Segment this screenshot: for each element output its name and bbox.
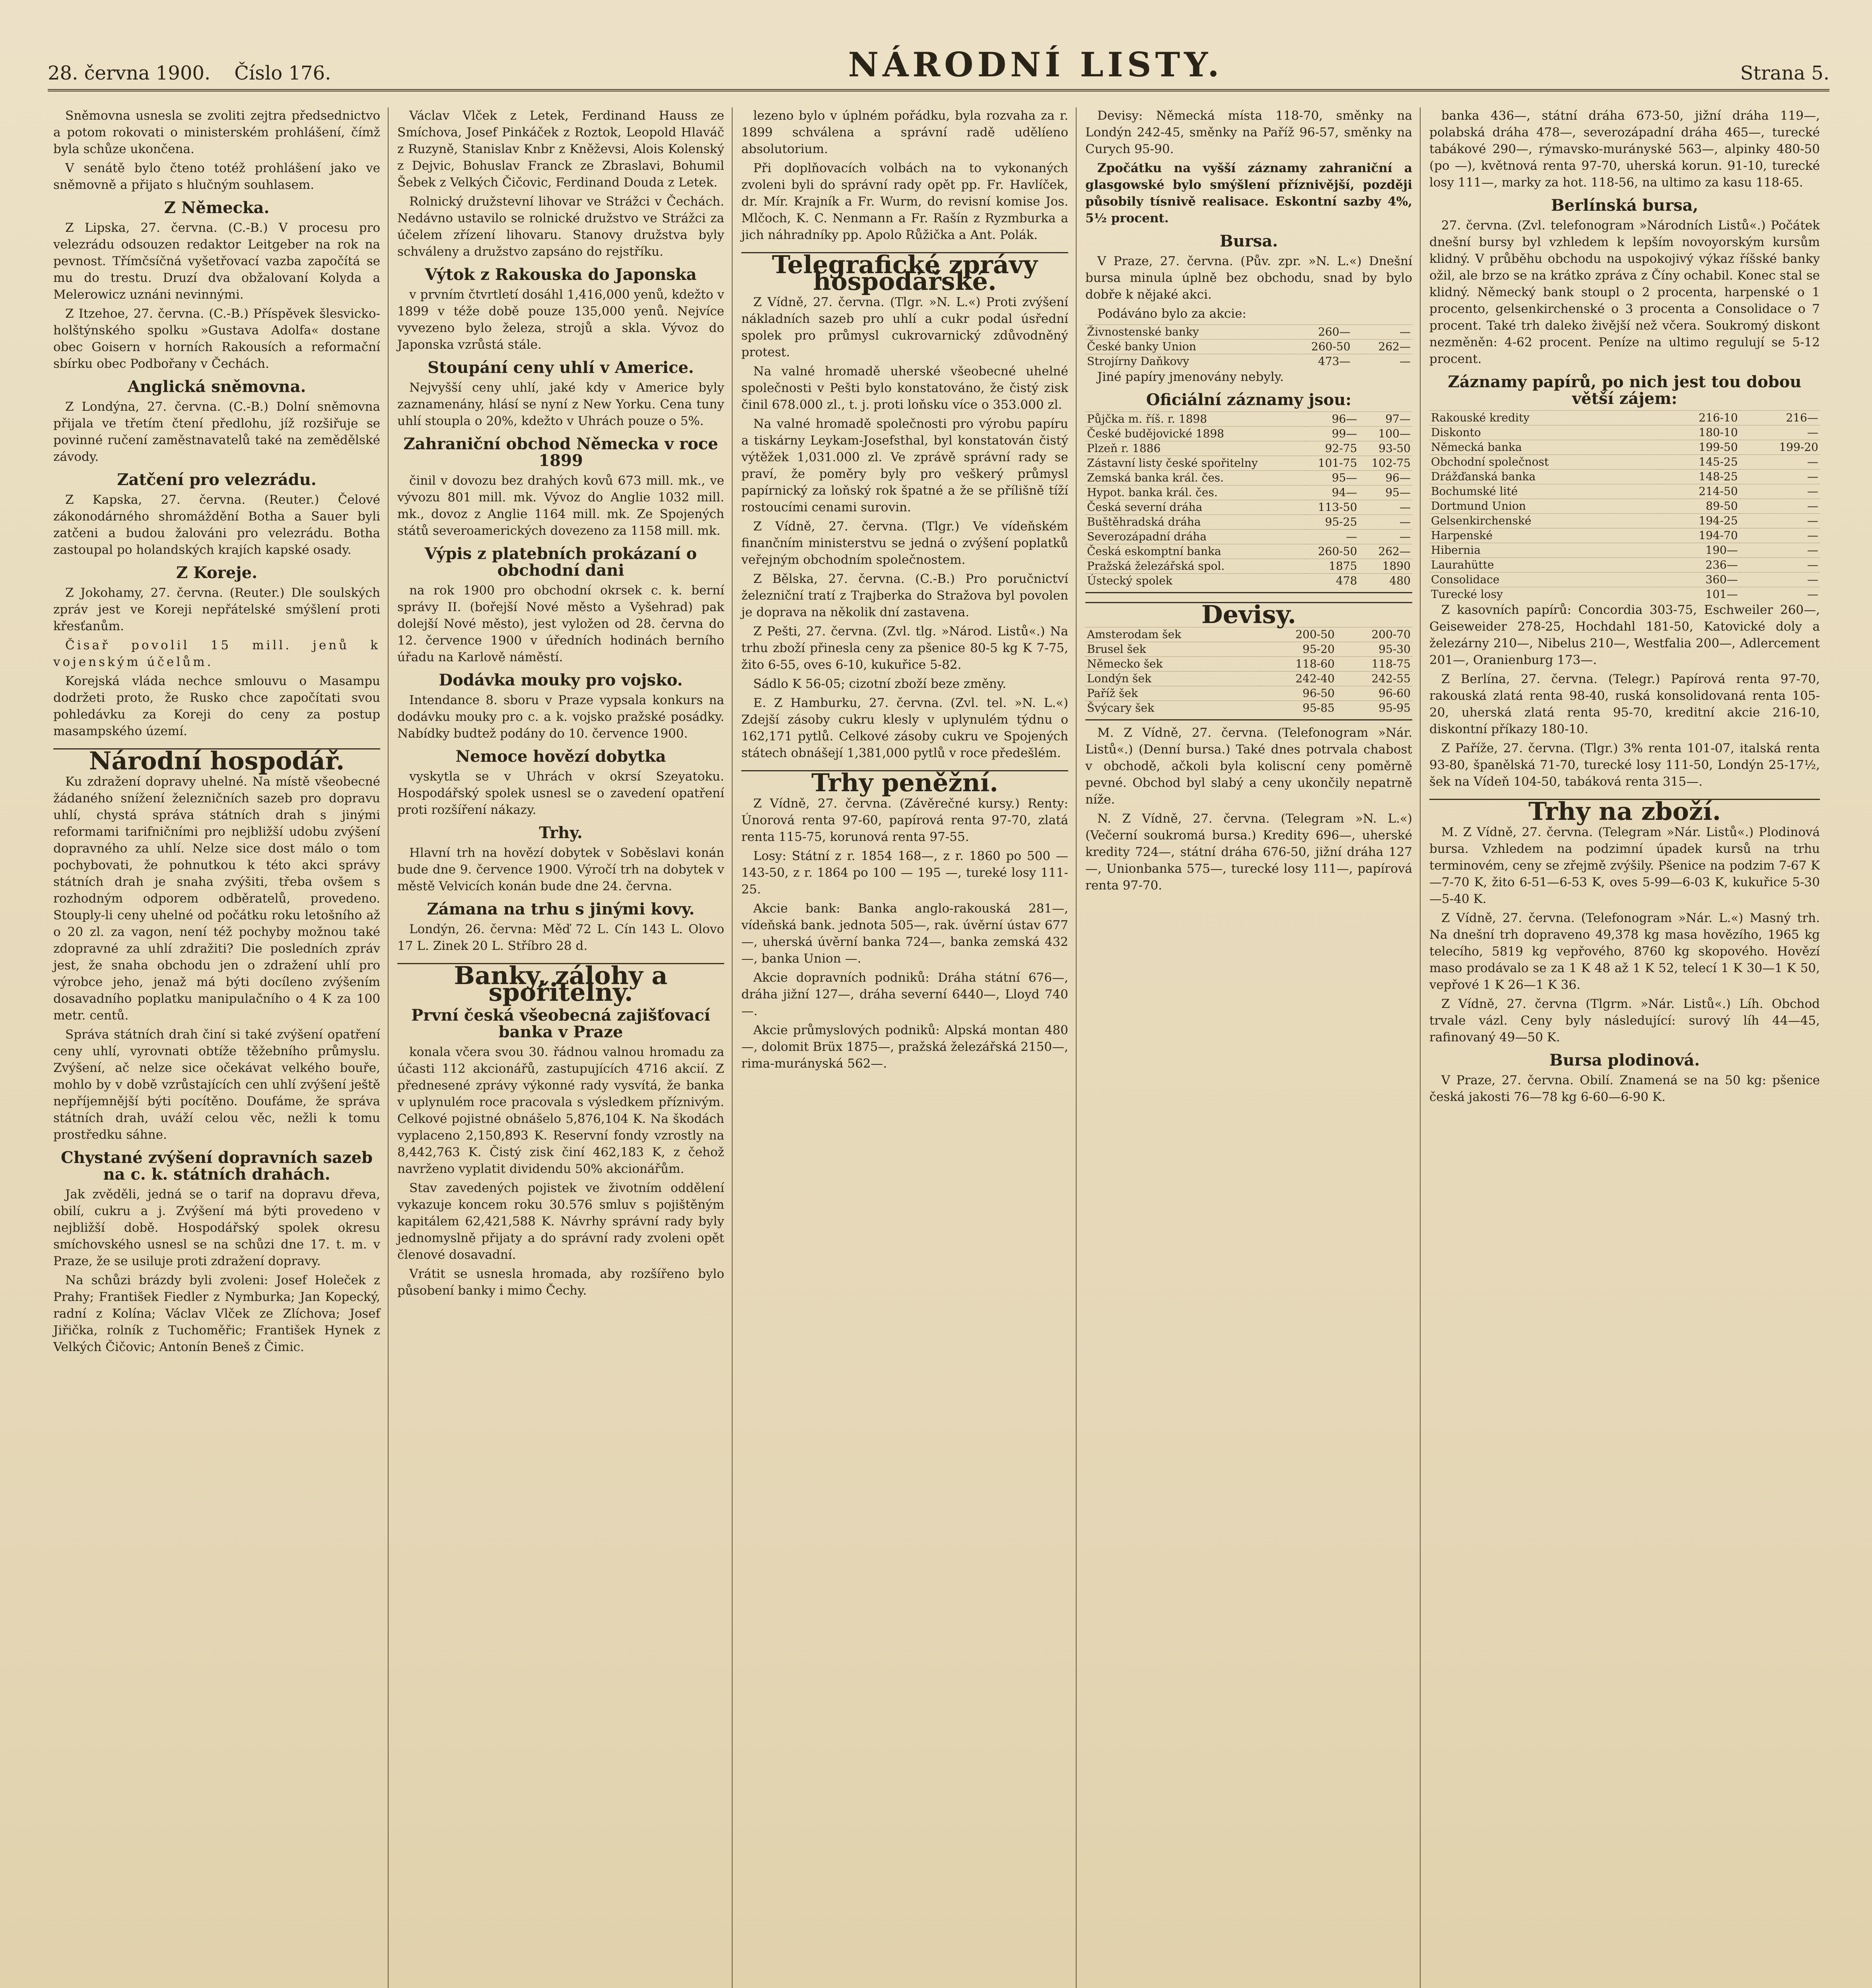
- article-text: Z Lipska, 27. června. (C.-B.) V procesu pro velezrádu odsouzen redaktor Leitgeber na rok na pevnost. Třímčsíčná vyšetřovací vazba započítá se mu do trestu. Druzí dva obžalovaní Kolyda a Melerowicz uznáni nevinnými.: [53, 221, 380, 302]
- rate-ask: —: [1352, 354, 1412, 369]
- column-4: [1080, 107, 1418, 1988]
- rate-ask: 200-70: [1336, 627, 1412, 642]
- rate-bid: 145-25: [1659, 455, 1739, 470]
- article-text: Z Vídně, 27. června. (Tlgr.) Ve vídeňském finančním ministerstvu se jedná o zvýšení poplatků veřejným obchodním společnostem.: [741, 519, 1068, 567]
- rate-ask: 262—: [1359, 544, 1412, 559]
- rate-name: Zástavní listy české spořitelny: [1085, 456, 1305, 471]
- article-text: Z Pešti, 27. června. (Zvl. tlg. »Národ. Listů«.) Na trhu zboží přinesla ceny za pšenice 80-5 kg K 7-75, žito 6-55, oves 6-10, kukuřice 5-82.: [741, 624, 1068, 672]
- article-text: Z Paříže, 27. června. (Tlgr.) 3% renta 101-07, italská renta 93-80, španělská 71-70, turecké losy 111-50, Londýn 25-17½, šek na Vídeň 104-50, tabáková renta 315—.: [1429, 741, 1820, 789]
- section-heading: Bursa plodinová.: [1549, 1051, 1700, 1070]
- article-text: Ku zdražení dopravy uhelné. Na místě všeobecné žádaného snížení železničních sazeb pro dopravu uhlí, chystá správa státních drah s jinými reformami tarifničními pro nejbližší udobu zvýšení dopravného za uhlí. Nelze sice dost málo o tom pochybovati, že pohnutkou k této akci správy státních drah je snaha zvýšiti, třeba ovšem s rozhodným odporem odběratelů, provedeno. Stouply-li ceny uhelné od počátku roku letošního až o 20 zl. za vagon, není též pochyby možnou také zdopravné za uhlí zdražiti? Die posledních zpráv jest, že snaha obchodu jen o zdražení uhlí pro výrobce jeho, jenaž má býti docíleno zvýšením dosavadního poplatku manipulačního o 4 K za 100 metr. centů.: [53, 775, 380, 1023]
- article-text: Sádlo K 56-05; cizotní zboží beze změny.: [753, 677, 1007, 691]
- article-text: Z Vídně, 27. června. (Závěrečné kursy.) Renty: Únorová renta 97-60, papírová renta 97-70, zlatá renta 115-75, korunová renta 97-55.: [741, 796, 1068, 844]
- article-text: Na valné hromadě uherské všeobecné uhelné společnosti v Pešti bylo konstatováno, že čistý zisk činil 678.000 zl., t. j. proti loňsku více o 353.000 zl.: [741, 364, 1068, 412]
- rate-row: [1429, 499, 1820, 514]
- article-text: Václav Vlček z Letek, Ferdinand Hauss ze Smíchova, Josef Pinkáček z Roztok, Leopold Hlaváč z Ruzyně, Stanislav Knbr z Kněževsi, Alois Kolenský z Dejvic, Bohuslav Franck ze Zbraslavi, Bohumil Šebek z Velkých Čičovic, Ferdinand Douda z Letek.: [397, 109, 724, 190]
- article-text: Na valné hromadě společnosti pro výrobu papíru a tiskárny Leykam-Josefsthal, byl konstatován čistý výtěžek 1,031.000 zl. Ve zprávě správní rady se praví, že poměry byly pro veškerý průmysl papírnický za loňský rok špatné a že se přílišně tíží rostoucími cenami surovin.: [741, 417, 1068, 514]
- article-text: M. Z Vídně, 27. června. (Telegram »Nár. Listů«.) Plodinová bursa. Vzhledem na podzimní úpadek kursů na trhu terminovém, ceny se zřejmě zvýšily. Pšenice na podzim 7-67 K—7-70 K, žito 6-51—6-53 K, oves 5-99—6-03 K, kukuřice 5-30—5-40 K.: [1429, 825, 1820, 906]
- article-text: Hlavní trh na hovězí dobytek v Soběslavi konán bude dne 9. července 1900. Výročí trh na dobytek v městě Velvicích konán bude dne 24. června.: [397, 846, 724, 893]
- section-title: Telegrafické zprávy hospodářské.: [741, 252, 1068, 290]
- divider: [1085, 592, 1412, 593]
- rate-name: Amsterodam šek: [1085, 627, 1260, 642]
- article-text: banka 436—, státní dráha 673-50, jižní dráha 119—, polabská dráha 478—, severozápadní dráha 465—, turecké tabákové 290—, rýmavsko-murányské 563—, alpinky 480-50 (po —), květnová renta 97-70, uherská korun. 91-10, turecké losy 111—, marky za hot. 118-56, na ultimo za kasu 118-65.: [1429, 109, 1820, 190]
- rate-name: Švýcary šek: [1085, 701, 1260, 716]
- section-heading: Záznamy papírů, po nich jest tou dobou větší zájem:: [1448, 373, 1802, 408]
- section-heading: Chystané zvýšení dopravních sazeb na c. k. státních drahách.: [61, 1148, 373, 1184]
- issue-date: 28. června 1900.: [48, 62, 211, 84]
- rate-name: Laurahütte: [1429, 558, 1659, 573]
- section-title: Trhy na zboží.: [1429, 799, 1820, 820]
- article-text: Z Vídně, 27. června. (Telefonogram »Nár. L.«) Masný trh. Na dnešní trh dopraveno 49,378 kg masa hovězího, 1965 kg telecího, 5819 kg vepřového, 8760 kg skopového. Hovězí maso prodávalo se za 1 K 48 až 1 K 52, telecí 1 K 30—1 K 50, vepřové 1 K 26—1 K 36.: [1429, 911, 1820, 992]
- rate-ask: —: [1740, 499, 1820, 514]
- rate-name: Strojírny Daňkovy: [1085, 354, 1280, 369]
- article-text: v prvním čtvrtletí dosáhl 1,416,000 yenů, kdežto v 1899 v téže době pouze 135,000 yenů. Nejvíce vyvezeno bylo železa, strojů a skla. Vývoz do Japonska vzrůstá stále.: [397, 287, 724, 352]
- rate-name: Londýn šek: [1085, 672, 1260, 686]
- article-text: 27. června. (Zvl. telefonogram »Národních Listů«.) Počátek dnešní bursy byl vzhledem k lepším novoyorským kursům klidný. V průběhu obchodu na uspokojivý výkaz říšské banky ožil, ale brzo se na krátko zpráva z Číny ochabil. Konec stal se klidný. Německý bank stoupl o 2 procenta, harpenské o 1 procento, gelsenkirchenské o 3 procenta a Consolidace o 7 procent. Také trh daleko živější než včera. Soukromý diskont nezměněn: 4-62 procent. Peníze na ultimo regulují se 5-12 procent.: [1429, 218, 1820, 366]
- section-heading: Z Německa.: [164, 198, 270, 217]
- section-heading: Z Koreje.: [176, 563, 258, 582]
- rate-bid: 260—: [1280, 325, 1352, 340]
- rate-name: Bochumské lité: [1429, 484, 1659, 499]
- article-text: Rolnický družstevní lihovar ve Strážci v Čechách. Nedávno ustavilo se rolnické družstvo ve Strážci za účelem zřízení lihovaru. Stanovy družstva byly schváleny a družstvo zapsáno do rejstříku.: [397, 194, 724, 259]
- rate-ask: —: [1740, 528, 1820, 543]
- article-text: Z Vídně, 27. června (Tlgrm. »Nár. Listů«.) Líh. Obchod trvale vázl. Ceny byly následující: surový líh 44—45, rafinovaný 49—50 K.: [1429, 997, 1820, 1044]
- rate-bid: 99—: [1305, 427, 1359, 441]
- rate-ask: 95-30: [1336, 642, 1412, 657]
- rate-ask: —: [1740, 587, 1820, 602]
- article-text: N. Z Vídně, 27. června. (Telegram »N. L.«) (Večerní soukromá bursa.) Kredity 696—, uherské kredity 724—, státní dráha 676-50, jižní dráha 127—, Unionbanka 575—, turecké losy 111—, papírová renta 97-70.: [1085, 812, 1412, 893]
- rate-name: Dortmund Union: [1429, 499, 1659, 514]
- column-divider: [1420, 107, 1421, 1988]
- rate-name: Hibernia: [1429, 543, 1659, 558]
- rate-ask: 262—: [1352, 340, 1412, 354]
- rate-name: Harpenské: [1429, 528, 1659, 543]
- rate-name: Turecké losy: [1429, 587, 1659, 602]
- rate-bid: 242-40: [1260, 672, 1336, 686]
- rate-bid: 473—: [1280, 354, 1352, 369]
- rate-bid: 260-50: [1280, 340, 1352, 354]
- rate-row: [1429, 528, 1820, 543]
- section-title: Devisy.: [1085, 602, 1412, 623]
- rate-ask: —: [1740, 543, 1820, 558]
- section-heading: Zámana na trhu s jinými kovy.: [427, 900, 695, 918]
- rate-ask: 1890: [1359, 559, 1412, 574]
- article-text: Losy: Státní z r. 1854 168—, z r. 1860 po 500 — 143-50, z r. 1864 po 100 — 195 —, tureké losy 111-25.: [741, 849, 1068, 897]
- rate-row: [1429, 514, 1820, 528]
- rate-row: [1429, 484, 1820, 499]
- rate-row: [1085, 642, 1412, 657]
- rate-bid: 95-20: [1260, 642, 1336, 657]
- page-header: [48, 24, 1829, 91]
- section-heading: Oficiální záznamy jsou:: [1146, 390, 1352, 409]
- page-number: Strana 5.: [1740, 62, 1829, 84]
- rate-name: Rakouské kredity: [1429, 411, 1659, 425]
- rate-bid: 236—: [1659, 558, 1739, 573]
- column-3: [736, 107, 1074, 1988]
- rate-name: Diskonto: [1429, 425, 1659, 440]
- article-text: Jak zvěděli, jedná se o tarif na dopravu dřeva, obilí, cukru a j. Zvýšení má býti provedeno v nejbližší době. Hospodářský spolek okresu smíchovského usnesl se na schůzi dne 17. t. m. v Praze, že se usiluje proti zdražení dopravy.: [53, 1187, 380, 1268]
- rate-bid: 113-50: [1305, 500, 1359, 515]
- rate-name: Buštěhradská dráha: [1085, 515, 1305, 530]
- rate-ask: 97—: [1359, 412, 1412, 427]
- devisy-table: [1085, 627, 1412, 715]
- rate-ask: 93-50: [1359, 441, 1412, 456]
- stock-rates-table: [1085, 324, 1412, 369]
- article-text: Akcie průmyslových podniků: Alpská montan 480—, dolomit Brüx 1875—, pražská železářská 2150—, rima-murányská 562—.: [741, 1023, 1068, 1071]
- article-text: Akcie dopravních podniků: Dráha státní 676—, dráha jižní 127—, dráha severní 6440—, Lloyd 740—.: [741, 971, 1068, 1018]
- rate-name: České budějovické 1898: [1085, 427, 1305, 441]
- rate-row: [1085, 657, 1412, 672]
- rate-name: Zemská banka král. čes.: [1085, 471, 1305, 485]
- rate-bid: 101—: [1659, 587, 1739, 602]
- rate-name: Plzeň r. 1886: [1085, 441, 1305, 456]
- article-text: Na schůzi brázdy byli zvoleni: Josef Holeček z Prahy; František Fiedler z Nymburka; Jan Kopecký, radní z Kolína; Václav Vlček ze Zlíchova; Josef Jiřička, rolník z Tuchoměřic; František Hynek z Velkých Čičovic; Antonín Beneš z Čimic.: [53, 1273, 380, 1354]
- rate-ask: —: [1740, 514, 1820, 528]
- rate-row: [1429, 587, 1820, 602]
- official-rates-table: [1085, 412, 1412, 588]
- section-heading: Zahraniční obchod Německa v roce 1899: [403, 435, 718, 470]
- rate-bid: 200-50: [1260, 627, 1336, 642]
- rate-row: [1429, 470, 1820, 484]
- rate-row: [1085, 354, 1412, 369]
- rate-name: Česká eskomptní banka: [1085, 544, 1305, 559]
- article-text: lezeno bylo v úplném pořádku, byla rozvaha za r. 1899 schválena a správní radě udělíeno absolutorium.: [741, 109, 1068, 156]
- section-heading: Dodávka mouky pro vojsko.: [439, 671, 683, 689]
- rate-name: České banky Union: [1085, 340, 1280, 354]
- article-text: konala včera svou 30. řádnou valnou hromadu za účasti 112 akcionářů, zastupujících 4716 akcií. Z přednesené zprávy výkonné rady vysvítá, že banka v uplynulém roce pracovala s výsledkem příznivým. Celkové pojistné obnášelo 5,876,104 K. Na škodách vyplaceno 2,150,893 K. Reservní fondy vzrostly na 8,442,763 K. Čistý zisk činí 462,183 K, z čehož navrženo vyplatit dividendu 50% akcionářům.: [397, 1045, 724, 1176]
- section-heading: Výtok z Rakouska do Japonska: [425, 265, 697, 284]
- rate-bid: 94—: [1305, 485, 1359, 500]
- article-text: činil v dovozu bez drahých kovů 673 mill. mk., ve vývozu 801 mill. mk. Vývoz do Anglie 1032 mill. mk., dovoz z Anglie 1164 mill. mk. Ze Spojených států severoamerických dovezeno za 1158 mill. mk.: [397, 474, 724, 538]
- rate-ask: 96—: [1359, 471, 1412, 485]
- article-text: Z Itzehoe, 27. června. (C.-B.) Příspěvek šlesvicko-holštýnského spolku »Gustava Adolfa« dostane obec Goisern v horních Rakousích a reformační sbírku obec Podbořany v Čechách.: [53, 307, 380, 371]
- rate-row: [1085, 574, 1412, 588]
- rate-ask: 216—: [1740, 411, 1820, 425]
- rate-row: [1085, 627, 1412, 642]
- rate-name: Živnostenské banky: [1085, 325, 1280, 340]
- rate-bid: 101-75: [1305, 456, 1359, 471]
- rate-name: Hypot. banka král. čes.: [1085, 485, 1305, 500]
- rate-name: Paříž šek: [1085, 686, 1260, 701]
- rate-name: Gelsenkirchenské: [1429, 514, 1659, 528]
- section-title: Trhy peněžní.: [741, 770, 1068, 791]
- section-heading: Výpis z platebních prokázaní o obchodní dani: [424, 544, 697, 580]
- section-heading: Anglická sněmovna.: [127, 377, 306, 396]
- rate-row: [1085, 559, 1412, 574]
- section-title: Banky, zálohy a spořitelny.: [397, 963, 724, 1001]
- column-5: [1424, 107, 1825, 1988]
- rate-bid: 1875: [1305, 559, 1359, 574]
- rate-bid: 148-25: [1659, 470, 1739, 484]
- rate-ask: —: [1359, 500, 1412, 515]
- divider: [1085, 719, 1412, 720]
- article-text: Z Kapska, 27. června. (Reuter.) Čelové zákonodárného shromáždění Botha a Sauer byli zatčeni a budou žalováni pro velezrádu. Botha zastoupal po holandských krajích kapské osady.: [53, 493, 380, 557]
- rate-ask: 95-95: [1336, 701, 1412, 716]
- rate-row: [1085, 412, 1412, 427]
- article-text: Jiné papíry jmenovány nebyly.: [1097, 370, 1284, 384]
- column-divider: [732, 107, 733, 1988]
- rate-name: Brusel šek: [1085, 642, 1260, 657]
- article-text: Z Berlína, 27. června. (Telegr.) Papírová renta 97-70, rakouská zlatá renta 98-40, ruská konsolidovaná renta 105-20, uherská zlatá renta 95-70, kreditní akcie 216-10, diskontní příkazy 180-10.: [1429, 672, 1820, 736]
- rate-name: Severozápadní dráha: [1085, 530, 1305, 544]
- rate-ask: 102-75: [1359, 456, 1412, 471]
- rate-row: [1429, 558, 1820, 573]
- article-text: Správa státních drah činí si také zvýšení opatření ceny uhlí, vyrovnati obtíže těžebního průmyslu. Zvýšení, ač nelze sice očekávat velkého bouře, mohlo by v době vzrůstajících cen uhlí zvýšení ještě nepříjemnější býti pocítěno. Doufáme, že správa státních drah, uváží celou věc, nežli k tomu prostředku sáhne.: [53, 1027, 380, 1142]
- rate-name: Pražská železářská spol.: [1085, 559, 1305, 574]
- rate-ask: —: [1359, 530, 1412, 544]
- rate-row: [1429, 543, 1820, 558]
- article-text: na rok 1900 pro obchodní okrsek c. k. berní správy II. (bořejší Nové město a Vyšehrad) pak dolejší Nové město), jest vyložen od 28. června do 12. července 1900 v úředních hodinách berního úřadu na Karlově náměstí.: [397, 583, 724, 664]
- rate-bid: 95-25: [1305, 515, 1359, 530]
- column-1: [48, 107, 386, 1988]
- rate-row: [1085, 471, 1412, 485]
- rate-bid: 360—: [1659, 573, 1739, 587]
- rate-ask: 118-75: [1336, 657, 1412, 672]
- rate-row: [1085, 325, 1412, 340]
- article-text: Akcie bank: Banka anglo-rakouská 281—, vídeňská bank. jednota 505—, rak. úvěrní ústav 677—, uherská úvěrní banka 724—, banka zemská 432—, banka Union —.: [741, 901, 1068, 966]
- rate-name: Německá banka: [1429, 440, 1659, 455]
- article-text: Sněmovna usnesla se zvoliti zejtra předsednictvo a potom rokovati o ministerském prohlášení, čímž byla schůze ukončena.: [53, 109, 380, 156]
- rate-ask: 242-55: [1336, 672, 1412, 686]
- issue-number: Číslo 176.: [234, 62, 331, 84]
- rate-name: Půjčka m. říš. r. 1898: [1085, 412, 1305, 427]
- article-text: V Praze, 27. června. Obilí. Znamená se na 50 kg: pšenice česká jakosti 76—78 kg 6-60—6-90 K.: [1429, 1073, 1820, 1104]
- rate-ask: 100—: [1359, 427, 1412, 441]
- section-heading: Nemoce hovězí dobytka: [455, 747, 666, 766]
- rate-ask: 96-60: [1336, 686, 1412, 701]
- rate-ask: 480: [1359, 574, 1412, 588]
- rate-bid: 89-50: [1659, 499, 1739, 514]
- rate-bid: 96-50: [1260, 686, 1336, 701]
- rate-bid: 190—: [1659, 543, 1739, 558]
- rate-name: Drážďanská banka: [1429, 470, 1659, 484]
- section-heading: Berlínská bursa,: [1551, 196, 1699, 215]
- rate-ask: —: [1740, 573, 1820, 587]
- rate-row: [1085, 701, 1412, 716]
- rate-row: [1085, 686, 1412, 701]
- rate-bid: 118-60: [1260, 657, 1336, 672]
- article-text: Z Londýna, 27. června. (C.-B.) Dolní sněmovna přijala ve třetím čtení předlohu, jíž rozšiřuje se povinné ručení zaměstnavatelů také na zemědělské závody.: [53, 400, 380, 464]
- berlin-rates-table: [1429, 410, 1820, 602]
- rate-name: Německo šek: [1085, 657, 1260, 672]
- rate-ask: —: [1740, 425, 1820, 440]
- rate-row: [1085, 672, 1412, 686]
- rate-bid: 478: [1305, 574, 1359, 588]
- article-text: Devisy: Německá místa 118-70, směnky na Londýn 242-45, směnky na Paříž 96-57, směnky na Curych 95-90.: [1085, 109, 1412, 156]
- rate-bid: 260-50: [1305, 544, 1359, 559]
- section-title: Národní hospodář.: [53, 748, 380, 769]
- rate-bid: —: [1305, 530, 1359, 544]
- rate-ask: —: [1740, 470, 1820, 484]
- rate-bid: 194-70: [1659, 528, 1739, 543]
- column-divider: [1076, 107, 1077, 1988]
- rate-bid: 96—: [1305, 412, 1359, 427]
- rate-ask: —: [1740, 484, 1820, 499]
- rate-row: [1085, 340, 1412, 354]
- article-text: Čisař povolil 15 mill. jenů k vojenským účelům.: [53, 638, 380, 669]
- article-text: Podáváno bylo za akcie:: [1097, 307, 1246, 321]
- article-text: Z Bělska, 27. června. (C.-B.) Pro poručnictví železniční tratí z Trajberka do Stražova byl povolen je doprava na několik dní zastavena.: [741, 572, 1068, 619]
- rate-bid: 194-25: [1659, 514, 1739, 528]
- rate-ask: —: [1740, 455, 1820, 470]
- rate-row: [1429, 573, 1820, 587]
- rate-bid: 95-85: [1260, 701, 1336, 716]
- section-heading: Zatčení pro velezrádu.: [117, 470, 317, 489]
- rate-name: Česká severní dráha: [1085, 500, 1305, 515]
- rate-row: [1085, 485, 1412, 500]
- article-text: Intendance 8. sboru v Praze vypsala konkurs na dodávku mouky pro c. a k. vojsko pražské posádky. Nabídky budtež podány do 10. července 1900.: [397, 693, 724, 741]
- rate-row: [1429, 425, 1820, 440]
- article-text: Stav zavedených pojistek ve životním oddělení vykazuje koncem roku 30.576 smluv s pojištěným kapitálem 62,421,588 K. Návrhy správní rady byly jednomyslně přijaty a do správní rady zvoleni opět členové dosavadní.: [397, 1181, 724, 1262]
- article-text: Při doplňovacích volbách na to vykonaných zvoleni byli do správní rady opět pp. Fr. Havlíček, dr. Mír. Krajník a Fr. Wurm, do revisní komise Jos. Mlčoch, K. C. Nenmann a Fr. Rašín z Ryzmburka a jich náhradníky pp. Apolo Růžička a Ant. Polák.: [741, 161, 1068, 242]
- rate-row: [1085, 500, 1412, 515]
- header-left: [48, 62, 331, 84]
- article-text: Korejská vláda nechce smlouvu o Masampu dodržeti proto, že Rusko chce započítati svou pohledávku za Koreji do ceny za postup masampského území.: [53, 674, 380, 738]
- rate-row: [1429, 455, 1820, 470]
- column-2: [392, 107, 730, 1988]
- rate-row: [1085, 456, 1412, 471]
- rate-name: Consolidace: [1429, 573, 1659, 587]
- article-text: Z Jokohamy, 27. června. (Reuter.) Dle soulských zpráv jest ve Koreji nepřátelské smýšlení proti křesťanům.: [53, 586, 380, 633]
- rate-ask: —: [1352, 325, 1412, 340]
- rate-bid: 92-75: [1305, 441, 1359, 456]
- article-text: Z kasovních papírů: Concordia 303-75, Eschweiler 260—, Geiseweider 278-25, Hochdahl 181-50, Katovické doly a železárny 210—, Nibelus 210—, Westfalia 200—, Adlercement 201—, Oranienburg 173—.: [1429, 603, 1820, 667]
- rate-bid: 216-10: [1659, 411, 1739, 425]
- article-text: vyskytla se v Uhrách v okrsí Szeyatoku. Hospodářský spolek usnesl se o zavedení opatření proti rozšíření nákazy.: [397, 769, 724, 817]
- rate-ask: —: [1359, 515, 1412, 530]
- column-divider: [388, 107, 389, 1988]
- rate-bid: 180-10: [1659, 425, 1739, 440]
- section-heading: Trhy.: [539, 823, 583, 842]
- rate-row: [1085, 515, 1412, 530]
- rate-row: [1085, 544, 1412, 559]
- rate-row: [1085, 441, 1412, 456]
- rate-row: [1085, 530, 1412, 544]
- article-text: V senátě bylo čteno totéž prohlášení jako ve sněmovně a přijato s hlučným souhlasem.: [53, 161, 380, 192]
- article-text: E. Z Hamburku, 27. června. (Zvl. tel. »N. L.«) Zdejší zásoby cukru klesly v uplynulém týdnu o 162,171 pytlů. Celkové zásoby cukru ve Spojených státech obnášejí 1,381,000 pytlů v roce předešlém.: [741, 696, 1068, 760]
- article-text: M. Z Vídně, 27. června. (Telefonogram »Nár. Listů«.) (Denní bursa.) Také dnes potrvala chabost v obchodě, ačkoli byla koliscní ceny poměrně pevné. Obchod byl slabý a ceny ukončily nepatrně níže.: [1085, 726, 1412, 807]
- section-heading: První česká všeobecná zajišťovací banka v Praze: [411, 1006, 710, 1041]
- rate-bid: 199-50: [1659, 440, 1739, 455]
- rate-ask: —: [1740, 558, 1820, 573]
- article-text: Zpočátku na vyšší záznamy zahraniční a glasgowské bylo smýšlení příznivější, později působily tísnivě realisace. Eskontní sazby 4%, 5½ procent.: [1085, 161, 1412, 225]
- article-text: Vrátit se usnesla hromada, aby rozšířeno bylo působení banky i mimo Čechy.: [397, 1267, 724, 1298]
- rate-row: [1429, 411, 1820, 425]
- article-text: Nejvyšší ceny uhlí, jaké kdy v Americe byly zaznamenány, hlásí se nyní z New Yorku. Cena tuny uhlí stoupla o 20%, kdežto v Uhrách pouze o 5%.: [397, 381, 724, 428]
- rate-ask: 95—: [1359, 485, 1412, 500]
- rate-row: [1085, 427, 1412, 441]
- rate-bid: 95—: [1305, 471, 1359, 485]
- section-heading: Stoupání ceny uhlí v Americe.: [428, 358, 694, 377]
- rate-ask: 199-20: [1740, 440, 1820, 455]
- section-heading: Bursa.: [1219, 232, 1278, 250]
- article-text: Londýn, 26. června: Měď 72 L. Cín 143 L. Olovo 17 L. Zinek 20 L. Stříbro 28 d.: [397, 922, 724, 953]
- rate-bid: 214-50: [1659, 484, 1739, 499]
- rate-name: Obchodní společnost: [1429, 455, 1659, 470]
- newspaper-title: NÁRODNÍ LISTY.: [848, 45, 1223, 84]
- rate-row: [1429, 440, 1820, 455]
- article-text: V Praze, 27. června. (Pův. zpr. »N. L.«) Dnešní bursa minula úplně bez obchodu, snad by bylo dobře k nějaké akci.: [1085, 254, 1412, 302]
- rate-name: Ústecký spolek: [1085, 574, 1305, 588]
- article-text: Z Vídně, 27. června. (Tlgr. »N. L.«) Proti zvýšení nákladních sazeb pro uhlí a cukr podal úsřední spolek pro průmysl cukrovarnický zdůvodněný protest.: [741, 295, 1068, 359]
